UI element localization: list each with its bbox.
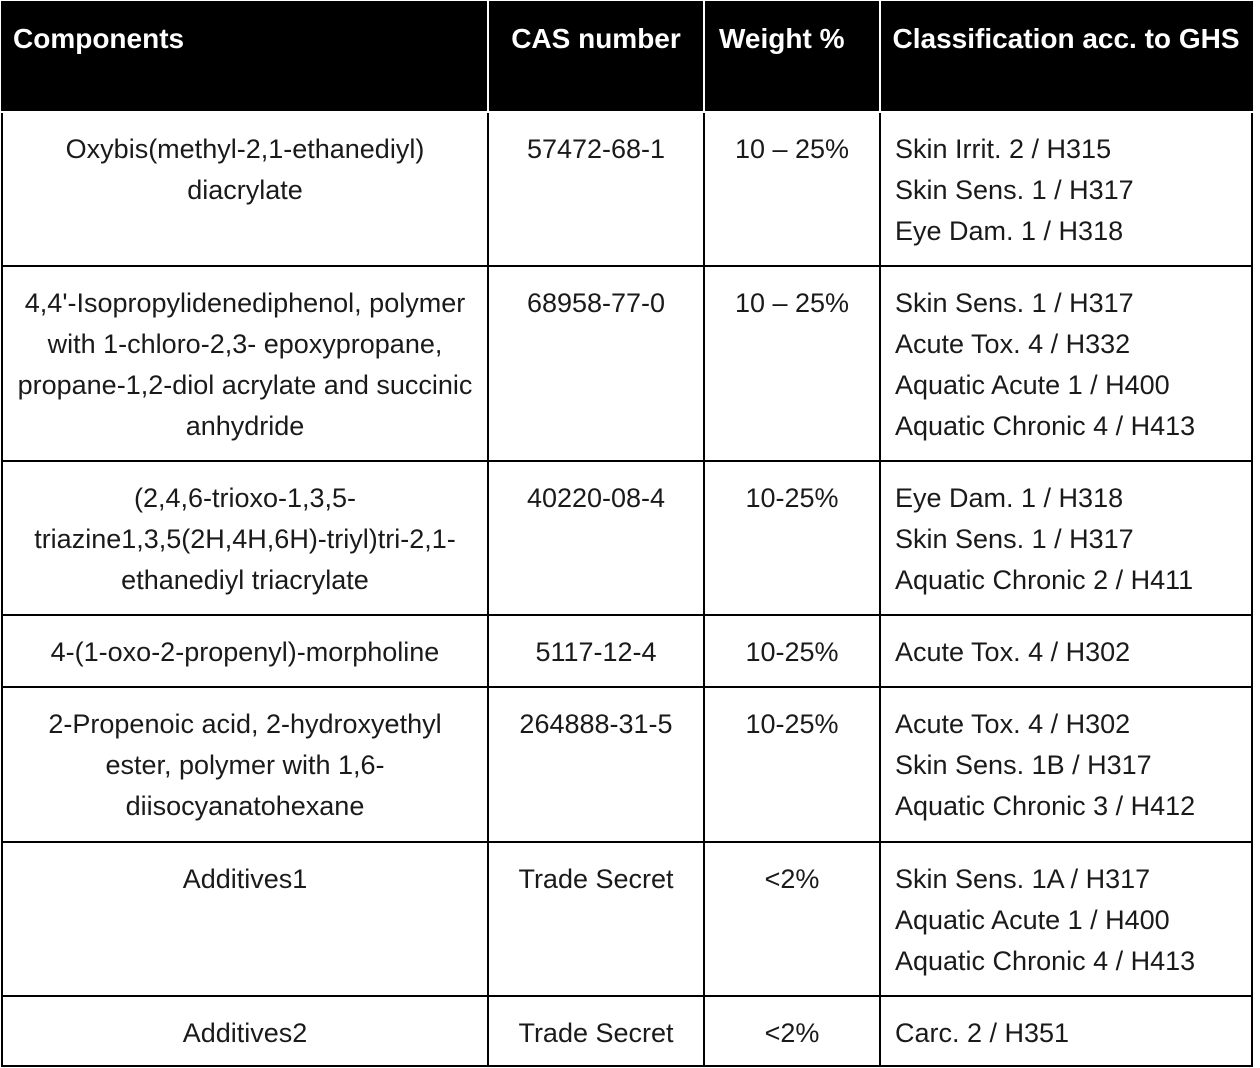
classification-line: Skin Sens. 1 / H317 [895, 288, 1134, 318]
classification-line: Acute Tox. 4 / H302 [895, 709, 1131, 739]
cas-cell: 5117-12-4 [488, 615, 704, 687]
cas-cell: 68958-77-0 [488, 266, 704, 461]
classification-line: Eye Dam. 1 / H318 [895, 483, 1124, 513]
classification-cell [880, 266, 1252, 461]
weight-cell: <2% [704, 842, 880, 996]
header-weight-percent: Weight % [704, 2, 880, 112]
classification-line: Skin Sens. 1 / H317 [895, 175, 1134, 205]
classification-line: Aquatic Acute 1 / H400 [895, 905, 1170, 935]
classification-line: Skin Sens. 1 / H317 [895, 524, 1134, 554]
component-cell: Oxybis(methyl-2,1-ethanediyl) diacrylate [2, 112, 488, 266]
composition-table [1, 1, 1253, 1067]
classification-line: Aquatic Chronic 4 / H413 [895, 411, 1196, 441]
classification-line: Acute Tox. 4 / H302 [895, 637, 1131, 667]
header-classification: Classification acc. to GHS [880, 2, 1252, 112]
classification-line: Eye Dam. 1 / H318 [895, 216, 1124, 246]
classification-line: Skin Sens. 1A / H317 [895, 864, 1151, 894]
table-row [2, 266, 1252, 461]
table-row [2, 996, 1252, 1066]
table-row [2, 615, 1252, 687]
classification-cell [880, 615, 1252, 687]
classification-line: Aquatic Chronic 3 / H412 [895, 791, 1196, 821]
weight-cell: 10-25% [704, 461, 880, 615]
header-components: Components [2, 2, 488, 112]
classification-cell [880, 112, 1252, 266]
classification-line: Skin Irrit. 2 / H315 [895, 134, 1112, 164]
weight-cell: <2% [704, 996, 880, 1066]
component-cell: 4-(1-oxo-2-propenyl)-morpholine [2, 615, 488, 687]
weight-cell: 10-25% [704, 687, 880, 842]
classification-line: Aquatic Chronic 4 / H413 [895, 946, 1196, 976]
classification-line: Skin Sens. 1B / H317 [895, 750, 1152, 780]
weight-cell: 10-25% [704, 615, 880, 687]
table-header [2, 2, 1252, 112]
table-row [2, 687, 1252, 842]
table-row [2, 461, 1252, 615]
cas-cell: Trade Secret [488, 842, 704, 996]
classification-line: Aquatic Acute 1 / H400 [895, 370, 1170, 400]
classification-line: Acute Tox. 4 / H332 [895, 329, 1131, 359]
component-cell: 4,4'-Isopropylidenediphenol, polymer with 1-chloro-2,3- epoxypropane, propane-1,2-diol acrylate and succinic anhydride [2, 266, 488, 461]
table-body [2, 112, 1252, 1066]
component-cell: (2,4,6-trioxo-1,3,5-triazine1,3,5(2H,4H,6H)-triyl)tri-2,1-ethanediyl triacrylate [2, 461, 488, 615]
classification-line: Carc. 2 / H351 [895, 1018, 1070, 1048]
table-row [2, 842, 1252, 996]
cas-cell: 264888-31-5 [488, 687, 704, 842]
cas-cell: Trade Secret [488, 996, 704, 1066]
header-row [2, 2, 1252, 112]
cas-cell: 57472-68-1 [488, 112, 704, 266]
weight-cell: 10 – 25% [704, 112, 880, 266]
classification-cell [880, 996, 1252, 1066]
component-cell: Additives2 [2, 996, 488, 1066]
header-cas-number: CAS number [488, 2, 704, 112]
component-cell: Additives1 [2, 842, 488, 996]
component-cell: 2-Propenoic acid, 2-hydroxyethyl ester, polymer with 1,6-diisocyanatohexane [2, 687, 488, 842]
classification-cell [880, 461, 1252, 615]
cas-cell: 40220-08-4 [488, 461, 704, 615]
classification-cell [880, 842, 1252, 996]
table-row [2, 112, 1252, 266]
classification-line: Aquatic Chronic 2 / H411 [895, 565, 1194, 595]
weight-cell: 10 – 25% [704, 266, 880, 461]
classification-cell [880, 687, 1252, 842]
